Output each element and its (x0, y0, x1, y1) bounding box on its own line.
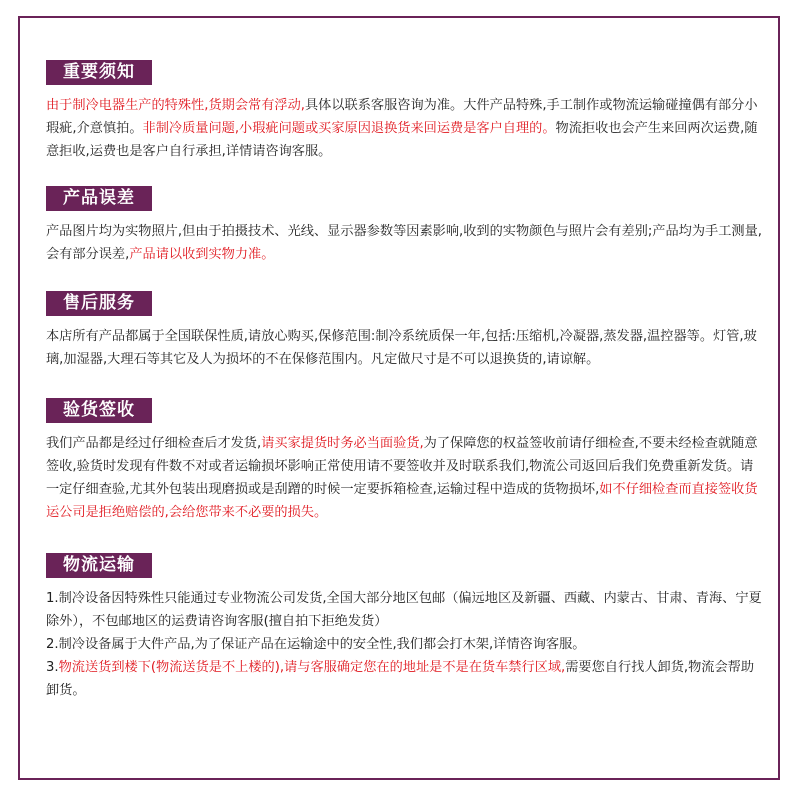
text-span: 为了保障您的权益签收前请仔细检查,不要未经检查就随意签收,验货时发现有件数不对或者运输损坏影响正常使用请不要签收并及时联系我们,物流公司返回后我们免费重新发货。请一定仔细查验,尤其外包装出现磨损或是刮蹭的时候一定要拆箱检查,运输过程中造成的货物损坏, (46, 436, 758, 497)
text-span: 产品请以收到实物力准。 (129, 247, 275, 262)
text-span: 请与客服确定您在的地址是不是在货车禁行区域, (284, 660, 566, 675)
text-span: 物流拒收也会产生来回两次运费,随意拒收,运费也是客户自行承担,详情请咨询客服。 (46, 121, 758, 159)
section-inspection (46, 398, 764, 524)
text-span: 需要您自行找人卸货,物流会帮助卸货。 (46, 660, 755, 698)
text-span: 2.制冷设备属于大件产品,为了保证产品在运输途中的安全性,我们都会打木架,详情咨询客服。 (46, 637, 586, 652)
paragraph (46, 94, 764, 163)
section-title: 物流运输 (46, 553, 152, 578)
paragraph (46, 587, 764, 633)
section-body (46, 432, 764, 524)
text-span: 请买家提货时务必当面验货, (261, 436, 424, 451)
section-title: 售后服务 (46, 291, 152, 316)
paragraph (46, 633, 764, 656)
section-body (46, 94, 764, 163)
paragraph (46, 220, 764, 266)
text-span: 由于制冷电器生产的特殊性,货期会常有浮动, (46, 98, 305, 113)
section-logistics (46, 553, 764, 702)
section-body (46, 587, 764, 702)
text-span: 我们产品都是经过仔细检查后才发货, (46, 436, 262, 451)
text-span: 本店所有产品都属于全国联保性质,请放心购买,保修范围:制冷系统质保一年,包括:压缩机,冷凝器,蒸发器,温控器等。灯管,玻璃,加湿器,大理石等其它及人为损坏的不在保修范围内。凡定做尺寸是不可以退换货的,请谅解。 (46, 329, 757, 367)
text-span: 物流送货到楼下(物流送货是不上楼的), (58, 660, 285, 675)
section-body (46, 220, 764, 266)
text-span: 如不仔细检查而直接签收货运公司是拒绝赔偿的,会给您带来不必要的损失。 (46, 482, 758, 520)
notice-content (46, 60, 764, 702)
paragraph (46, 432, 764, 524)
text-span: 产品图片均为实物照片,但由于拍摄技术、光线、显示器参数等因素影响,收到的实物颜色与照片会有差别;产品均为手工测量,会有部分误差, (46, 224, 762, 262)
text-span: 具体以联系客服咨询为准。大件产品特殊,手工制作或物流运输碰撞偶有部分小瑕疵,介意慎拍。 (46, 98, 758, 136)
text-span: 3. (46, 660, 59, 675)
text-span: 非制冷质量问题,小瑕疵问题或买家原因退换货来回运费是客户自理的。 (142, 121, 556, 136)
section-title: 产品误差 (46, 186, 152, 211)
section-after-sales (46, 291, 764, 371)
section-important-notice (46, 60, 764, 163)
section-title: 重要须知 (46, 60, 152, 85)
paragraph (46, 656, 764, 702)
section-body (46, 325, 764, 371)
section-title: 验货签收 (46, 398, 152, 423)
text-span: 1.制冷设备因特殊性只能通过专业物流公司发货,全国大部分地区包邮（偏远地区及新疆、西藏、内蒙古、甘肃、青海、宁夏除外），不包邮地区的运费请咨询客服(擅自拍下拒绝发货） (46, 591, 762, 629)
section-product-error (46, 186, 764, 266)
paragraph (46, 325, 764, 371)
